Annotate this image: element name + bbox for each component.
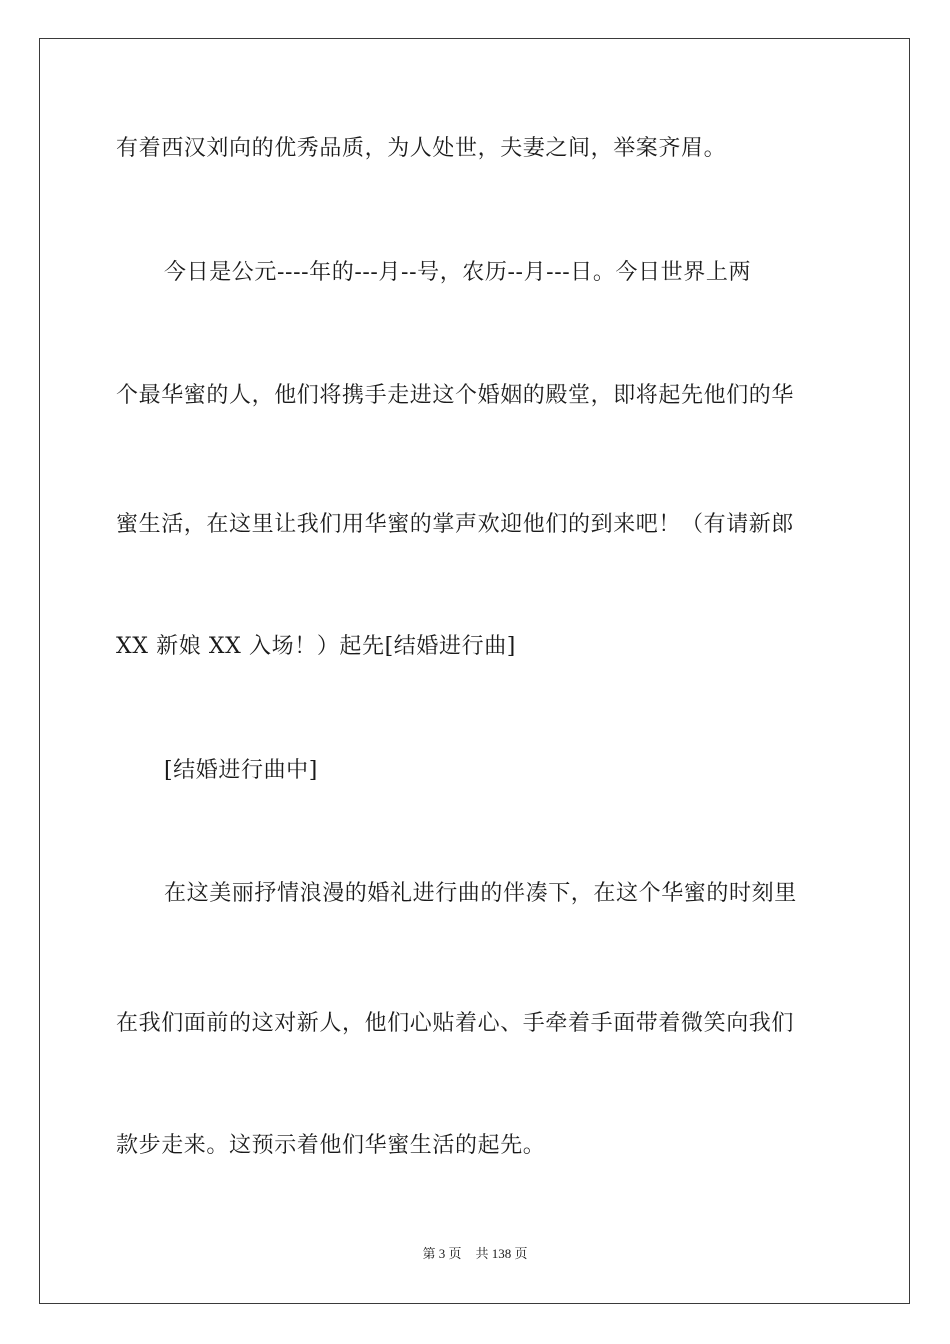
page-number: 第 3 页 [422, 1246, 462, 1261]
text-line-4: 蜜生活，在这里让我们用华蜜的掌声欢迎他们的到来吧！（有请新郎 [116, 512, 795, 537]
page-footer [0, 1245, 950, 1263]
text-line-6: [结婚进行曲中] [164, 758, 318, 783]
page-border [39, 38, 910, 1304]
text-line-1: 有着西汉刘向的优秀品质，为人处世，夫妻之间，举案齐眉。 [116, 136, 727, 161]
text-line-7: 在这美丽抒情浪漫的婚礼进行曲的伴凑下，在这个华蜜的时刻里 [164, 881, 797, 906]
text-line-5: XX 新娘 XX 入场！）起先[结婚进行曲] [116, 634, 516, 659]
text-line-3: 个最华蜜的人，他们将携手走进这个婚姻的殿堂，即将起先他们的华 [116, 383, 795, 408]
text-line-2: 今日是公元----年的---月--号，农历--月---日。今日世界上两 [164, 260, 752, 285]
page-total: 共 138 页 [475, 1246, 528, 1261]
text-line-8: 在我们面前的这对新人，他们心贴着心、手牵着手面带着微笑向我们 [116, 1011, 795, 1036]
text-line-9: 款步走来。这预示着他们华蜜生活的起先。 [116, 1133, 546, 1158]
